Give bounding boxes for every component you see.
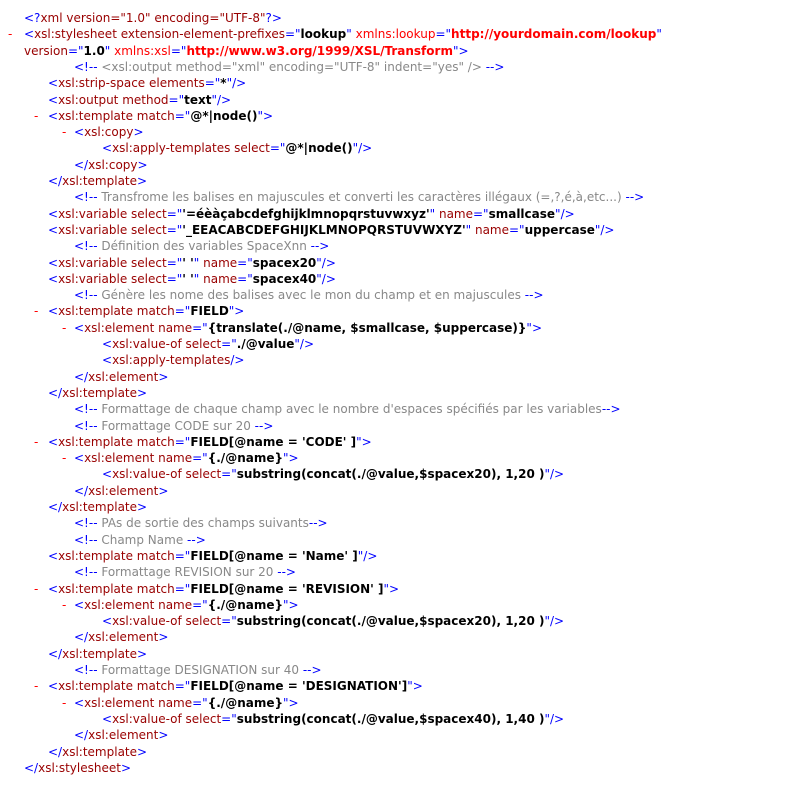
xml-token: xsl:output: [58, 92, 123, 107]
xml-token: <: [74, 695, 85, 710]
xml-token: {translate(./@name, $smallcase, $uppercase)}: [207, 320, 527, 335]
xml-token: >: [137, 646, 148, 661]
xml-token: =": [284, 27, 301, 42]
xml-token: <: [48, 434, 59, 449]
xml-token: substring(concat(./@value,$spacex40), 1,40 ): [236, 711, 545, 726]
xml-token: name: [438, 206, 473, 221]
xml-token: -->: [308, 516, 328, 531]
xml-token: </: [74, 157, 89, 172]
xml-token: -->: [524, 288, 544, 303]
xml-token: ">: [452, 43, 469, 58]
xml-token: ?>: [265, 11, 282, 25]
xml-token: xsl:template: [62, 500, 138, 514]
collapse-toggle[interactable]: -: [62, 695, 67, 710]
xml-token: xsl:variable: [58, 255, 132, 270]
xml-token: </: [48, 500, 63, 514]
xml-token: >: [158, 369, 169, 384]
xml-token: =": [174, 679, 191, 694]
xml-token: ": [656, 27, 662, 42]
xml-line: [34, 303, 245, 319]
xml-token: =": [221, 711, 237, 726]
xml-token: =": [166, 255, 183, 270]
xml-token: =": [192, 597, 208, 612]
xml-token: ": [429, 206, 439, 221]
xml-token: xsl:apply-templates: [112, 141, 235, 156]
xml-line: [74, 59, 504, 75]
xml-token: <!--: [74, 190, 98, 205]
xml-token: FIELD[@name = 'Name' ]: [190, 548, 358, 563]
xml-token: <: [102, 353, 113, 368]
xml-token: xsl:value-of: [112, 614, 186, 629]
xml-token: <: [48, 108, 59, 123]
xml-token: name: [474, 222, 509, 237]
xml-token: "/>: [544, 467, 565, 482]
xml-line: [74, 418, 273, 434]
xml-token: <!--: [74, 59, 98, 74]
xml-line: [74, 515, 328, 531]
xml-line: [74, 287, 544, 303]
xml-token: =": [166, 222, 183, 237]
xml-token: =": [174, 434, 191, 449]
xml-token: select: [185, 337, 222, 351]
xml-token: substring(concat(./@value,$spacex20), 1,20 ): [236, 467, 545, 482]
xml-token: <: [48, 271, 59, 286]
xml-token: =": [174, 108, 191, 123]
xml-token: =": [192, 320, 208, 335]
xml-line: [74, 401, 621, 417]
xml-token: xsl:template: [62, 174, 138, 188]
xml-line: [62, 597, 299, 613]
xml-token: <!--: [74, 288, 98, 303]
xml-token: <: [48, 581, 59, 596]
xml-token: =": [221, 337, 237, 351]
xml-line: [48, 499, 147, 515]
xml-token: FIELD[@name = 'CODE' ]: [190, 434, 357, 449]
xml-token: xsl:stylesheet: [34, 27, 121, 42]
xml-line: [102, 711, 564, 727]
xml-token: xsl:copy: [88, 157, 138, 172]
xml-token: FIELD: [190, 304, 229, 319]
xml-token: xsl:template: [62, 744, 138, 759]
xml-token: xsl:strip-space: [58, 76, 149, 91]
xml-token: >: [137, 385, 148, 400]
xml-token: *: [220, 76, 227, 91]
xml-token: <: [74, 125, 85, 140]
xml-token: "/>: [357, 548, 378, 563]
xml-token: =": [174, 304, 191, 319]
xml-token: -->: [601, 402, 621, 417]
xml-line: [74, 629, 168, 645]
xml-line: [48, 744, 147, 760]
xml-token: xmlns:lookup: [355, 27, 436, 42]
xml-token: "/>: [544, 711, 565, 726]
xml-token: =": [166, 206, 183, 221]
xml-token: "/>: [352, 141, 373, 156]
xml-line: [74, 727, 168, 743]
xml-token: <: [48, 206, 59, 221]
xml-token: "/>: [226, 76, 247, 91]
xml-token: "/>: [316, 271, 336, 286]
xml-token: <!--: [74, 565, 98, 580]
xml-token: ' ': [182, 271, 194, 286]
xml-line: [48, 206, 575, 222]
xml-token: <: [74, 597, 85, 612]
xml-token: match: [136, 434, 175, 449]
xml-token: xsl:value-of: [112, 337, 186, 351]
xml-token: ">: [283, 451, 299, 466]
xml-token: http://yourdomain.com/lookup: [451, 27, 657, 42]
xml-token: >: [158, 483, 169, 498]
xml-token: "/>: [294, 337, 315, 351]
xml-line: [62, 695, 299, 711]
xml-line: [24, 760, 131, 776]
xml-token: FIELD[@name = 'REVISION' ]: [190, 581, 384, 596]
xml-token: xsl:template: [62, 385, 138, 400]
xml-line: [74, 532, 206, 548]
xml-line: [48, 75, 246, 91]
xml-token: ">: [228, 304, 245, 319]
xml-token: />: [230, 353, 245, 368]
xml-token: PAs de sortie des champs suivants: [97, 516, 309, 531]
xml-token: =": [221, 614, 237, 629]
xml-token: '=éèàçabcdefghijklmnopqrstuvwxyz': [182, 206, 430, 221]
xml-token: </: [48, 174, 63, 188]
xml-token: {./@name}: [207, 451, 284, 466]
collapse-toggle[interactable]: -: [34, 108, 39, 123]
xml-token: xsl:element: [84, 597, 159, 612]
xml-token: </: [74, 369, 89, 384]
xml-token: xml version="1.0" encoding="UTF-8": [40, 11, 266, 25]
xml-token: </: [24, 760, 39, 775]
xml-token: uppercase: [524, 222, 595, 237]
xml-token: =": [473, 206, 489, 221]
xml-line: [48, 646, 147, 662]
xml-token: ">: [283, 597, 299, 612]
xml-token: select: [185, 614, 222, 629]
xml-token: http://www.w3.org/1999/XSL/Transform: [186, 43, 453, 58]
xml-token: "/>: [594, 222, 615, 237]
xml-token: Champ Name: [97, 532, 188, 547]
xml-token: ">: [407, 679, 423, 694]
xml-token: >: [137, 500, 148, 514]
xml-token: <: [48, 222, 59, 237]
xml-token: ./@value: [236, 337, 295, 351]
xml-token: <: [48, 92, 59, 107]
xml-token: >: [137, 174, 148, 188]
xml-line: [34, 581, 400, 597]
xml-token: =": [509, 222, 525, 237]
xml-token: match: [136, 679, 175, 694]
xml-line: [24, 43, 469, 59]
xml-token: match: [136, 304, 175, 319]
xml-line: [8, 26, 662, 42]
xml-token: </: [74, 483, 89, 498]
xml-token: <: [48, 304, 59, 319]
xml-token: spacex40: [252, 271, 317, 286]
xml-token: xsl:element: [84, 695, 159, 710]
xml-token: ' ': [182, 255, 194, 270]
xml-token: Génère les nome des balises avec le mon du champ et en majuscules: [97, 288, 525, 303]
xml-token: '_EEACABCDEFGHIJKLMNOPQRSTUVWXYZ': [182, 222, 466, 237]
xml-token: xsl:element: [84, 451, 159, 466]
xml-line: [102, 140, 372, 156]
xml-line: [62, 450, 299, 466]
xml-token: Définition des variables SpaceXnn: [97, 239, 311, 254]
xml-line: [74, 189, 644, 205]
xml-token: =": [435, 27, 452, 42]
xml-token: =": [192, 695, 208, 710]
xml-token: <!--: [74, 402, 98, 417]
xml-line: [34, 434, 372, 450]
xml-token: "/>: [211, 92, 232, 107]
xml-token: >: [158, 728, 169, 743]
xml-token: <!--: [74, 516, 98, 531]
xml-line: [74, 369, 168, 385]
xml-token: <!--: [74, 239, 98, 254]
xml-token: =": [174, 548, 191, 563]
xml-token: xsl:element: [88, 728, 159, 743]
xml-token: <: [74, 451, 85, 466]
xml-token: spacex20: [252, 255, 317, 270]
xml-token: Formattage DESIGNATION sur 40: [97, 663, 303, 677]
xml-token: xsl:template: [58, 304, 137, 319]
xml-token: <: [102, 711, 113, 726]
xml-token: Formattage REVISION sur 20: [97, 565, 278, 580]
xml-token: <: [48, 548, 59, 563]
xml-token: xsl:stylesheet: [38, 760, 121, 775]
xml-token: <: [48, 76, 59, 91]
xml-token: ">: [257, 108, 274, 123]
xml-token: text: [184, 92, 212, 107]
xml-token: xsl:element: [88, 369, 159, 384]
xml-token: name: [158, 597, 193, 612]
xml-token: Transfrome les balises en majuscules et converti les caractères illégaux (=,?,é,à,etc...): [97, 190, 626, 205]
xml-line: [74, 564, 296, 580]
xml-token: name: [158, 320, 193, 335]
xml-token: select: [131, 206, 167, 221]
xml-token: =": [237, 255, 253, 270]
xml-token: xsl:element: [88, 630, 159, 645]
xml-token: xsl:element: [88, 483, 159, 498]
xml-token: "/>: [544, 614, 565, 629]
xml-token: <!--: [74, 663, 98, 677]
xml-token: <: [24, 27, 35, 42]
xml-token: name: [158, 451, 193, 466]
xml-token: name: [158, 695, 193, 710]
xml-token: "/>: [555, 206, 575, 221]
xml-token: ": [104, 43, 115, 58]
xml-line: [48, 548, 377, 564]
xml-token: smallcase: [488, 206, 556, 221]
xml-token: ">: [283, 695, 299, 710]
xml-token: xsl:template: [62, 646, 138, 661]
xml-token: =": [269, 141, 286, 156]
collapse-toggle[interactable]: -: [62, 451, 67, 466]
xml-token: >: [120, 760, 132, 775]
xml-line: [74, 662, 322, 678]
collapse-toggle[interactable]: -: [34, 434, 39, 449]
xml-token: elements: [148, 76, 205, 91]
xml-token: FIELD[@name = 'DESIGNATION']: [190, 679, 408, 694]
xml-token: <!--: [74, 532, 98, 547]
xml-line: [24, 10, 282, 26]
xml-token: =": [168, 92, 185, 107]
xml-token: </: [74, 630, 89, 645]
xml-token: <: [48, 255, 59, 270]
xml-token: >: [133, 125, 144, 140]
xml-token: xsl:apply-templates: [112, 353, 231, 368]
collapse-toggle[interactable]: -: [34, 581, 39, 596]
xml-token: xsl:variable: [58, 271, 132, 286]
xml-token: ">: [526, 320, 542, 335]
xml-token: version: [24, 43, 68, 58]
xml-token: <: [102, 141, 113, 156]
xml-token: 1.0: [83, 43, 105, 58]
xml-token: -->: [310, 239, 330, 254]
xml-token: @*|node(): [285, 141, 353, 156]
xml-token: <: [102, 614, 113, 629]
xml-token: name: [203, 271, 238, 286]
xml-token: =": [170, 43, 187, 58]
xml-token: select: [131, 271, 167, 286]
xml-line: [48, 255, 336, 271]
xml-token: xsl:value-of: [112, 467, 186, 482]
xml-token: ">: [356, 434, 372, 449]
xml-token: </: [48, 744, 63, 759]
xml-token: method: [122, 92, 169, 107]
xml-token: xmlns:xsl: [114, 43, 171, 58]
xml-token: =": [237, 271, 253, 286]
xml-token: xsl:variable: [58, 222, 132, 237]
xml-token: match: [136, 548, 175, 563]
collapse-toggle[interactable]: -: [34, 679, 39, 694]
xml-token: ": [193, 271, 204, 286]
collapse-toggle[interactable]: -: [62, 597, 67, 612]
xml-token: @*|node(): [190, 108, 258, 123]
xml-token: {./@name}: [207, 695, 284, 710]
xml-token: ": [346, 27, 356, 42]
xml-line: [34, 108, 274, 124]
collapse-toggle[interactable]: -: [34, 304, 39, 319]
xml-line: [102, 466, 564, 482]
xml-token: =": [166, 271, 183, 286]
xml-line: [34, 678, 423, 694]
xml-token: =": [221, 467, 237, 482]
xml-token: select: [131, 222, 167, 237]
xml-token: </: [48, 646, 63, 661]
xml-token: </: [74, 728, 89, 743]
xml-token: >: [137, 744, 148, 759]
xml-token: select: [131, 255, 167, 270]
xml-token: extension-element-prefixes: [120, 27, 285, 42]
xml-line: [48, 92, 231, 108]
xml-token: lookup: [300, 27, 347, 42]
xml-token: =": [192, 451, 208, 466]
xml-line: [48, 385, 147, 401]
xml-token: -->: [254, 418, 274, 433]
xml-token: <xsl:output method="xml" encoding="UTF-8" indent="yes" />: [97, 59, 486, 74]
xml-token: ">: [383, 581, 400, 596]
xml-token: xsl:template: [58, 108, 137, 123]
xml-token: <: [102, 467, 113, 482]
xml-token: substring(concat(./@value,$spacex20), 1,20 ): [236, 614, 545, 629]
xml-line: [102, 613, 564, 629]
xml-token: xsl:element: [84, 320, 159, 335]
xml-token: match: [136, 108, 175, 123]
xml-line: [48, 173, 147, 189]
xml-line: [62, 124, 144, 140]
xml-token: Formattage de chaque champ avec le nombre d'espaces spécifiés par les variables: [97, 402, 602, 417]
xml-token: =": [204, 76, 221, 91]
xml-token: >: [158, 630, 169, 645]
xml-token: <?: [24, 11, 41, 25]
xml-token: match: [136, 581, 175, 596]
xml-line: [48, 271, 336, 287]
xml-token: name: [203, 255, 238, 270]
xml-token: >: [137, 157, 148, 172]
xml-token: -->: [485, 59, 505, 74]
xml-token: =": [67, 43, 84, 58]
xml-token: -->: [625, 190, 645, 205]
xml-token: xsl:template: [58, 581, 137, 596]
xml-token: xsl:value-of: [112, 711, 186, 726]
xml-token: <: [48, 679, 59, 694]
xml-line: [74, 483, 168, 499]
xml-token: xsl:template: [58, 548, 137, 563]
xml-token: -->: [302, 663, 322, 677]
xml-token: "/>: [316, 255, 336, 270]
xml-token: ": [193, 255, 204, 270]
xml-token: select: [185, 467, 222, 482]
xml-token: select: [185, 711, 222, 726]
xml-token: -->: [187, 532, 206, 547]
collapse-toggle[interactable]: -: [62, 125, 67, 140]
xml-token: select: [234, 141, 270, 156]
xml-token: xsl:variable: [58, 206, 132, 221]
xml-line: [74, 157, 148, 173]
xml-token: xsl:copy: [84, 125, 134, 140]
xml-token: <: [74, 320, 85, 335]
xml-line: [74, 238, 329, 254]
xml-line: [48, 222, 614, 238]
xml-token: xsl:template: [58, 679, 137, 694]
collapse-toggle[interactable]: -: [62, 320, 67, 335]
xml-line: [62, 320, 542, 336]
xml-token: ": [465, 222, 475, 237]
xml-token: {./@name}: [207, 597, 284, 612]
xml-token: =": [174, 581, 191, 596]
xml-token: <!--: [74, 418, 98, 433]
xml-line: [102, 336, 314, 352]
xml-token: </: [48, 385, 63, 400]
xml-token: <: [102, 337, 113, 351]
xml-token: -->: [277, 565, 296, 580]
collapse-toggle[interactable]: -: [8, 27, 13, 42]
xml-token: Formattage CODE sur 20: [97, 418, 255, 433]
xml-line: [102, 352, 244, 368]
xml-token: xsl:template: [58, 434, 137, 449]
